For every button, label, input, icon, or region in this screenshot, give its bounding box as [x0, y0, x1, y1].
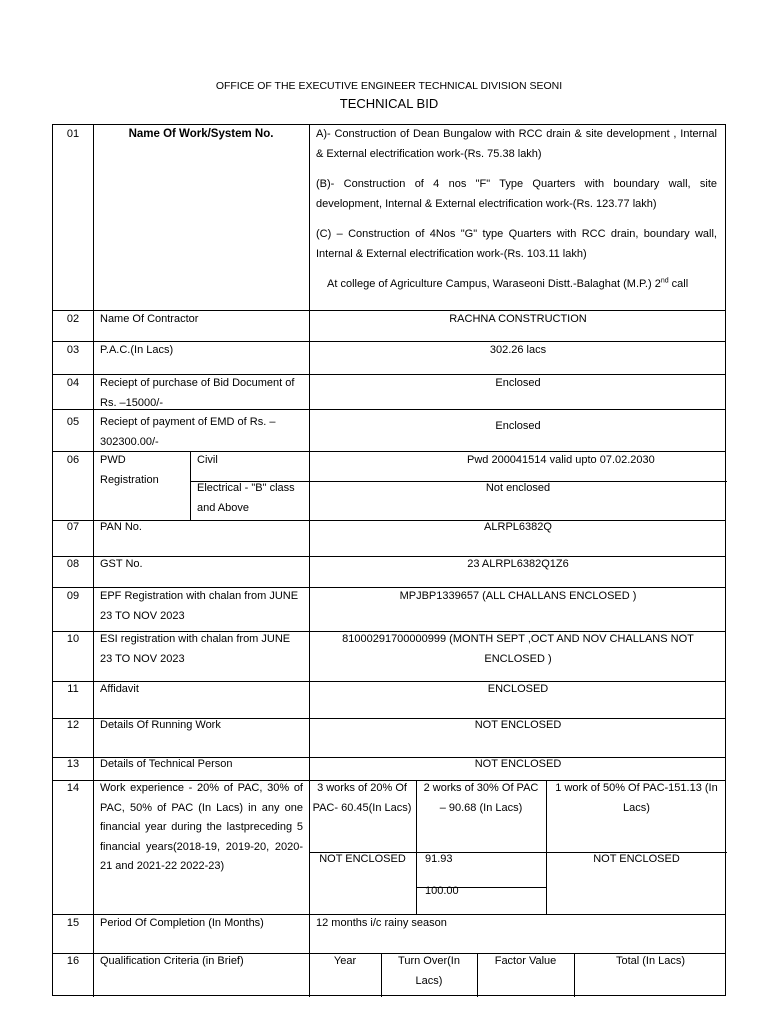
completion-period-value: 12 months i/c rainy season	[316, 917, 447, 929]
epf-value: MPJBP1339657 (ALL CHALLANS ENCLOSED )	[399, 590, 637, 602]
pwd-registration-label: PWD Registration	[100, 454, 159, 486]
experience-50pct-header: 1 work of 50% Of PAC-151.13 (In Lacs)	[555, 782, 718, 814]
pac-value: 302.26 lacs	[489, 344, 547, 356]
epf-label: EPF Registration with chalan from JUNE 23 TO NOV 2023	[100, 590, 299, 622]
row-number: 12	[66, 719, 80, 731]
experience-30pct-value-1: 91.93	[425, 853, 453, 865]
name-of-work-value	[316, 125, 717, 295]
experience-30pct-value-2: 100.00	[425, 885, 459, 897]
qualification-factor-header: Factor Value	[494, 955, 557, 967]
pwd-electrical-label: Electrical - "B" class and Above	[197, 482, 295, 514]
experience-20pct-value: NOT ENCLOSED	[319, 853, 406, 865]
emd-label: Reciept of payment of EMD of Rs. – 302300.00/-	[100, 416, 276, 448]
bid-document-label: Reciept of purchase of Bid Document of Rs. –15000/-	[100, 377, 295, 409]
pan-value: ALRPL6382Q	[484, 521, 552, 533]
row-number: 16	[66, 955, 80, 967]
row-number: 04	[66, 377, 80, 389]
qualification-label: Qualification Criteria (in Brief)	[100, 955, 244, 967]
experience-30pct-header: 2 works of 30% Of PAC – 90.68 (In Lacs)	[423, 782, 539, 814]
qualification-year-header: Year	[333, 955, 357, 967]
work-item-b: (B)- Construction of 4 nos "F" Type Quarters with boundary wall, site development, Internal & External electrification work-(Rs. 123.77 lakh)	[316, 178, 717, 210]
work-location-text: At college of Agriculture Campus, Waraseoni Distt.-Balaghat (M.P.) 2	[327, 278, 661, 290]
pac-label: P.A.C.(In Lacs)	[100, 344, 174, 356]
emd-value: Enclosed	[495, 420, 541, 432]
col-divider-r16-a	[381, 953, 382, 997]
document-title: TECHNICAL BID	[339, 96, 439, 111]
row-number: 11	[67, 683, 79, 695]
running-work-label: Details Of Running Work	[100, 719, 221, 731]
contractor-value: RACHNA CONSTRUCTION	[449, 313, 587, 325]
affidavit-value: ENCLOSED	[487, 683, 549, 695]
technical-person-value: NOT ENCLOSED	[474, 758, 562, 770]
esi-label: ESI registration with chalan from JUNE 23 TO NOV 2023	[100, 633, 291, 665]
work-location-suffix: call	[668, 278, 689, 290]
bid-document-value: Enclosed	[495, 377, 541, 389]
technical-bid-table	[52, 124, 726, 996]
completion-period-label: Period Of Completion (In Months)	[100, 917, 264, 929]
running-work-value: NOT ENCLOSED	[474, 719, 562, 731]
technical-person-label: Details of Technical Person	[100, 758, 233, 770]
col-divider-no	[93, 125, 94, 997]
affidavit-label: Affidavit	[100, 683, 139, 695]
row-number: 09	[66, 590, 80, 602]
col-divider-pwd	[190, 451, 191, 520]
row-number: 03	[66, 344, 80, 356]
col-divider-r14-a	[416, 780, 417, 914]
row-number: 07	[66, 521, 80, 533]
contractor-label: Name Of Contractor	[100, 313, 199, 325]
row-number: 13	[66, 758, 80, 770]
experience-20pct-header: 3 works of 20% Of PAC- 60.45(In Lacs)	[312, 782, 412, 814]
work-experience-label: Work experience - 20% of PAC, 30% of PAC, 50% of PAC (In Lacs) in any one financial year during the lastpreceding 5 financial years(2018-19, 2019-20, 2020-21 and 2021-22 2022-23)	[100, 782, 303, 872]
row-number: 14	[66, 782, 80, 794]
row-number: 01	[66, 128, 80, 140]
row-number: 15	[66, 917, 80, 929]
row-number: 05	[66, 416, 80, 428]
pwd-civil-label: Civil	[197, 454, 218, 466]
work-location-sup: nd	[660, 277, 669, 285]
pwd-electrical-value: Not enclosed	[485, 482, 551, 494]
gst-value: 23 ALRPL6382Q1Z6	[467, 558, 569, 570]
row-number: 08	[66, 558, 80, 570]
gst-label: GST No.	[100, 558, 143, 570]
work-location	[316, 275, 717, 295]
row-number: 06	[66, 454, 80, 466]
col-divider-r14-b	[546, 780, 547, 914]
experience-50pct-value: NOT ENCLOSED	[593, 853, 680, 865]
pwd-civil-value: Pwd 200041514 valid upto 07.02.2030	[467, 454, 655, 466]
office-heading: OFFICE OF THE EXECUTIVE ENGINEER TECHNICAL DIVISION SEONI	[215, 80, 563, 92]
pan-label: PAN No.	[100, 521, 142, 533]
name-of-work-label: Name Of Work/System No.	[128, 128, 274, 140]
row-number: 10	[66, 633, 80, 645]
qualification-turnover-header: Turn Over(In Lacs)	[398, 955, 460, 987]
row-number: 02	[66, 313, 80, 325]
qualification-total-header: Total (In Lacs)	[615, 955, 686, 967]
esi-value: 81000291700000999 (MONTH SEPT ,OCT AND NOV CHALLANS NOT ENCLOSED )	[342, 633, 694, 665]
work-item-a: A)- Construction of Dean Bungalow with RCC drain & site development , Internal & External electrification work-(Rs. 75.38 lakh)	[316, 128, 717, 160]
work-item-c: (C) – Construction of 4Nos "G" type Quarters with RCC drain, boundary wall, Internal & External electrification work-(Rs. 103.11 lakh)	[316, 228, 717, 260]
